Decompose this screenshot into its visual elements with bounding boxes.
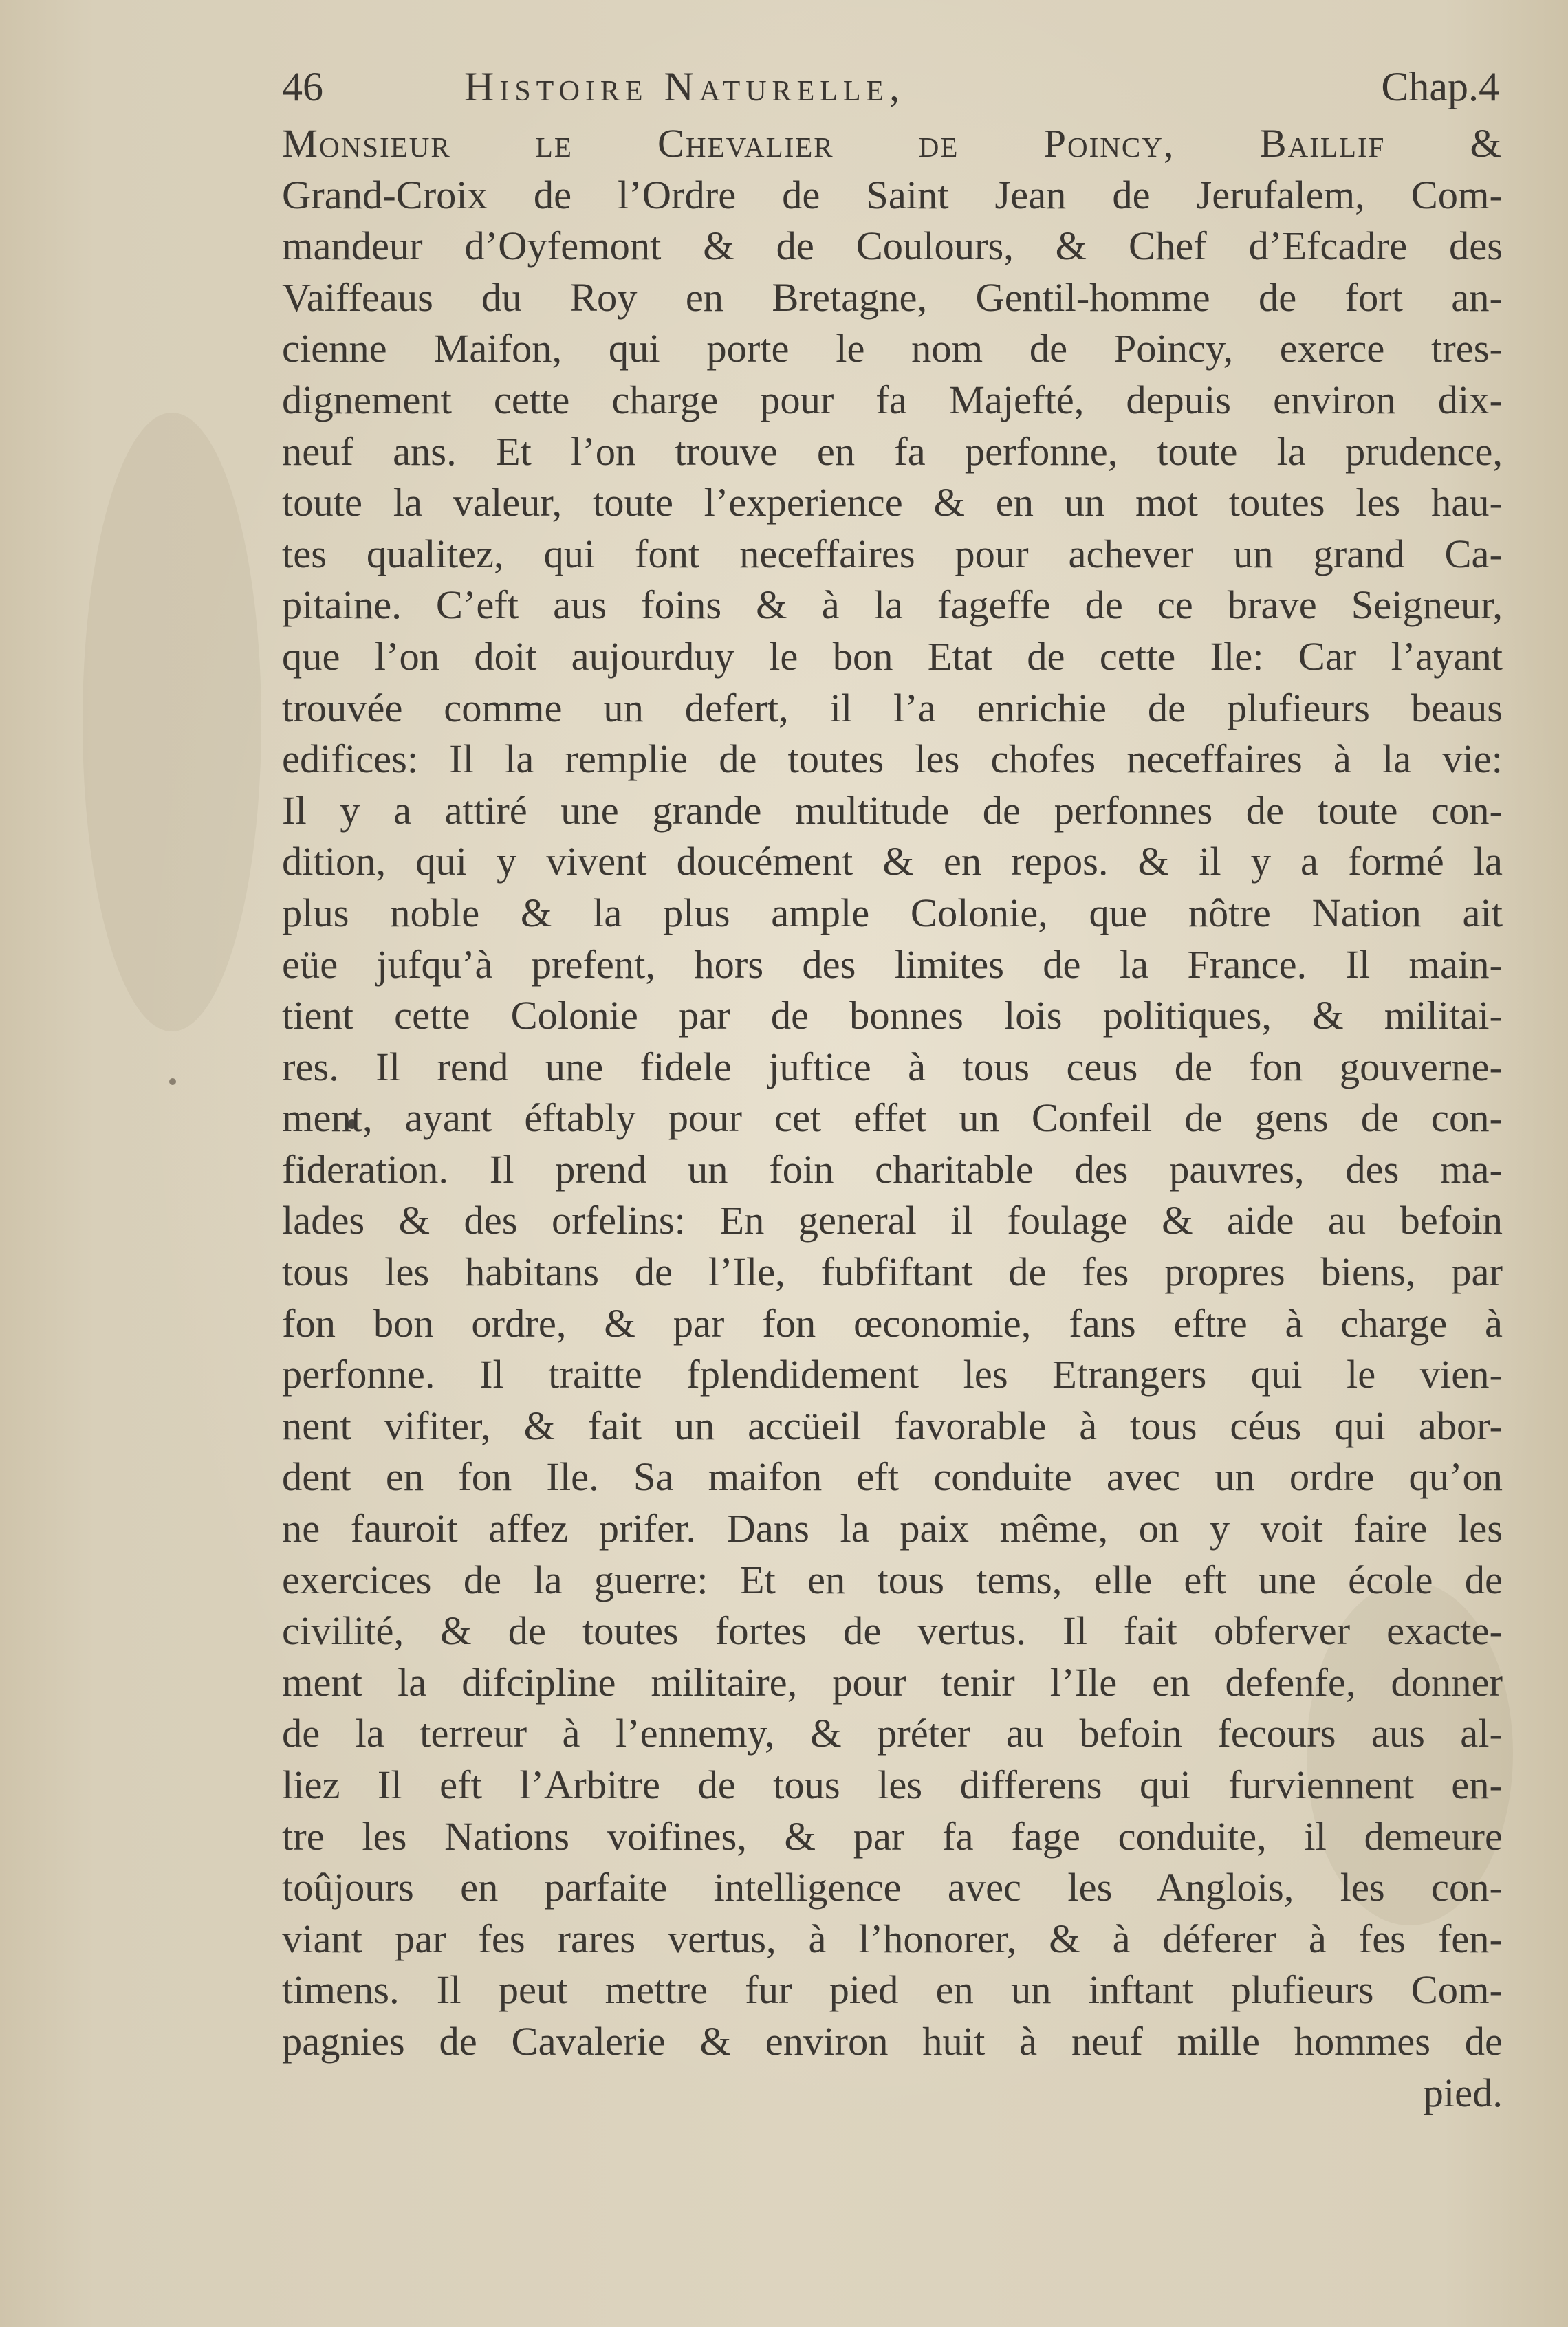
- text-line: mandeur d’Oyfemont & de Coulours, & Chef d’Efcadre des: [282, 223, 1503, 269]
- ink-speck: [169, 1078, 176, 1085]
- text-line: pagnies de Cavalerie & environ huit à neuf mille hommes de: [282, 2018, 1503, 2064]
- text-line: fideration. Il prend un foin charitable des pauvres, des ma-: [282, 1146, 1503, 1192]
- text-line: Il y a attiré une grande multitude de perfonnes de toute con-: [282, 787, 1503, 833]
- text-line: pitaine. C’eft aus foins & à la fageffe de ce brave Seigneur,: [282, 582, 1503, 628]
- text-line: lades & des orfelins: En general il foulage & aide au befoin: [282, 1198, 1503, 1243]
- text-line: edifices: Il la remplie de toutes les chofes neceffaires à la vie:: [282, 736, 1503, 782]
- text-line: perfonne. Il traitte fplendidement les Etrangers qui le vien-: [282, 1352, 1503, 1397]
- text-line: tre les Nations voifines, & par fa fage conduite, il demeure: [282, 1813, 1503, 1859]
- text-line: tes qualitez, qui font neceffaires pour achever un grand Ca-: [282, 531, 1503, 576]
- text-line: Vaiffeaus du Roy en Bretagne, Gentil-homme de fort an-: [282, 274, 1503, 320]
- text-line: cienne Maifon, qui porte le nom de Poincy, exerce tres-: [282, 326, 1503, 371]
- text-line: exercices de la guerre: Et en tous tems, elle eft une école de: [282, 1557, 1503, 1602]
- text-line: tous les habitans de l’Ile, fubfiftant de fes propres biens, par: [282, 1249, 1503, 1295]
- running-head: [282, 63, 1499, 118]
- text-line: toute la valeur, toute l’experience & en un mot toutes les hau-: [282, 480, 1503, 525]
- text-line-catchword: pied.: [1423, 2070, 1503, 2115]
- text-line: que l’on doit aujourduy le bon Etat de cette Ile: Car l’ayant: [282, 633, 1503, 679]
- text-line: res. Il rend une fidele juftice à tous ceus de fon gouverne-: [282, 1044, 1503, 1089]
- text-line: eüe jufqu’à prefent, hors des limites de la France. Il main-: [282, 941, 1503, 987]
- text-line: nent vifiter, & fait un accüeil favorable à tous céus qui abor-: [282, 1403, 1503, 1448]
- text-line: trouvée comme un defert, il l’a enrichie de plufieurs beaus: [282, 685, 1503, 730]
- body-text: [282, 118, 1503, 2119]
- text-line: tient cette Colonie par de bonnes lois politiques, & militai-: [282, 993, 1503, 1038]
- chapter-label: Chap.4: [1381, 64, 1499, 109]
- paper-stain: [83, 413, 261, 1031]
- text-line: fon bon ordre, & par fon œconomie, fans eftre à charge à: [282, 1300, 1503, 1346]
- text-line: ne fauroit affez prifer. Dans la paix même, on y voit faire les: [282, 1506, 1503, 1551]
- text-line: dignement cette charge pour fa Majefté, depuis environ dix-: [282, 377, 1503, 422]
- text-line: dition, qui y vivent doucément & en repos. & il y a formé la: [282, 839, 1503, 884]
- text-line: ment, ayant éftably pour cet effet un Confeil de gens de con-: [282, 1095, 1503, 1141]
- text-line: plus noble & la plus ample Colonie, que nôtre Nation ait: [282, 890, 1503, 935]
- book-title: Histoire Naturelle,: [464, 64, 906, 109]
- text-line: liez Il eft l’Arbitre de tous les differens qui furviennent en-: [282, 1762, 1503, 1807]
- text-line: toûjours en parfaite intelligence avec les Anglois, les con-: [282, 1865, 1503, 1910]
- text-line: Grand-Croix de l’Ordre de Saint Jean de Jerufalem, Com-: [282, 172, 1503, 217]
- text-line: dent en fon Ile. Sa maifon eft conduite avec un ordre qu’on: [282, 1454, 1503, 1500]
- text-line: civilité, & de toutes fortes de vertus. Il fait obferver exacte-: [282, 1608, 1503, 1654]
- text-line: de la terreur à l’ennemy, & préter au befoin fecours aus al-: [282, 1711, 1503, 1756]
- text-line: neuf ans. Et l’on trouve en fa perfonne, toute la prudence,: [282, 428, 1503, 474]
- page-number: 46: [282, 64, 323, 109]
- text-line: timens. Il peut mettre fur pied en un inftant plufieurs Com-: [282, 1967, 1503, 2013]
- text-line: ment la difcipline militaire, pour tenir l’Ile en defenfe, donner: [282, 1659, 1503, 1705]
- text-line: Monsieur le Chevalier de Poincy, Baillif &: [282, 121, 1503, 166]
- text-line: viant par fes rares vertus, à l’honorer, & à déferer à fes fen-: [282, 1916, 1503, 1961]
